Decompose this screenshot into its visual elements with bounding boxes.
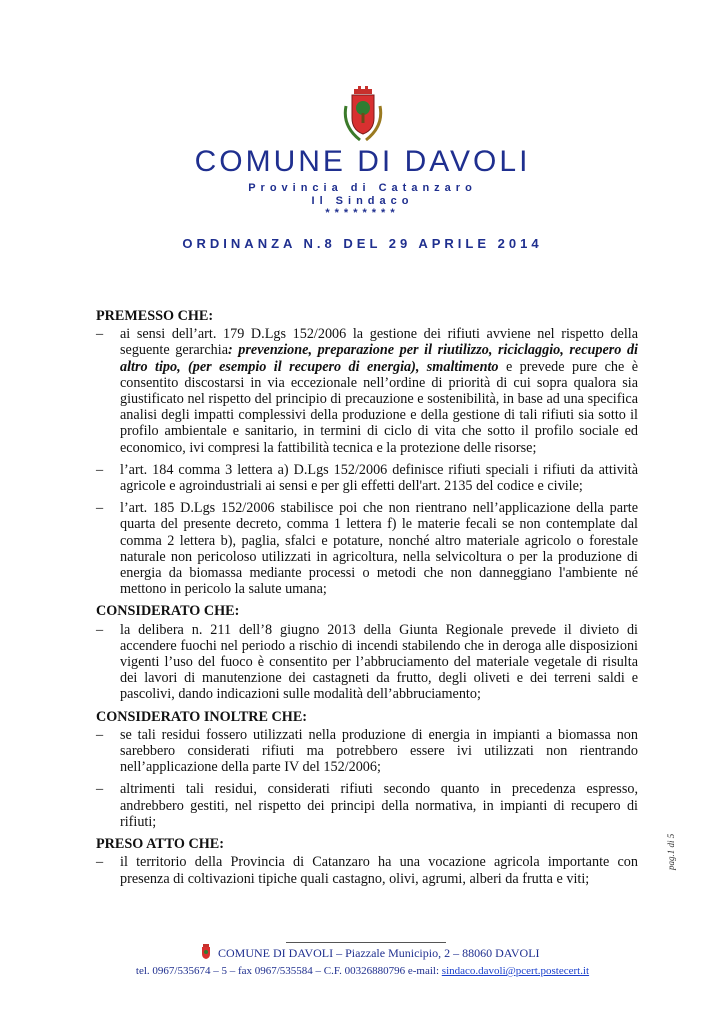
page-number: pag.1 di 5 (666, 833, 676, 870)
footer-contacts: tel. 0967/535674 – 5 – fax 0967/535584 – C.F. 00326880796 e-mail: sindaco.davoli@pcert.postecert.it (135, 965, 590, 977)
section-heading: PRESO ATTO CHE: (96, 836, 224, 853)
ordinance-title: ORDINANZA N.8 DEL 29 APRILE 2014 (182, 236, 543, 251)
office-line: Il Sindaco (311, 195, 414, 207)
email-link[interactable]: sindaco.davoli@pcert.postecert.it (441, 965, 590, 977)
list-item: – l’art. 185 D.Lgs 152/2006 stabilisce poi che non rientrano nell’applicazione della parte quarta del presente decreto, comma 1 lettera f) le materie fecali se non contemplate dal comma 2 lettera b), paglia, sfalci e potature, nonché altro materiale agricolo o forestale naturale non pericoloso utilizzati in agricoltura, nella selvicoltura o per la produzione di energia da biomassa mediante processi o metodi che non danneggiano l'ambiente né mettono in pericolo la salute umana; (96, 500, 638, 597)
stars-line: ******** (325, 207, 400, 219)
footer-address: COMUNE DI DAVOLI – Piazzale Municipio, 2 – 88060 DAVOLI (200, 944, 540, 961)
list-item: – ai sensi dell’art. 179 D.Lgs 152/2006 la gestione dei rifiuti avviene nel rispetto della seguente gerarchia: prevenzione, preparazione per il riutilizzo, riciclaggio, recupero di altro tipo, (per esempio il recupero di energia), smaltimento e prevede pure che è consentito discostarsi in via eccezionale nell’ordine di priorità di cui sopra qualora sia giustificato nel rispetto del principio di precauzione e sostenibilità, in base ad una specifica analisi degli impatti complessivi della produzione e della gestione di tali rifiuti sia sotto il profilo ambientale e sanitario, in termini di ciclo di vita che sotto il profilo sociale ed economico, ivi compresi la fattibilità tecnica e la protezione delle risorse; (96, 326, 638, 456)
list-item: – l’art. 184 comma 3 lettera a) D.Lgs 152/2006 definisce rifiuti speciali i rifiuti da attività agricole e agroindustriali ai sensi e per gli effetti dell'art. 2135 del codice e civile; (96, 462, 638, 494)
coat-of-arms-icon (340, 86, 386, 146)
document-body (96, 306, 638, 893)
list-item: – altrimenti tali residui, considerati rifiuti secondo quanto in precedenza espresso, andrebbero gestiti, nel rispetto dei principi della normativa, in impianti di recupero di rifiuti; (96, 781, 638, 830)
section-heading: CONSIDERATO CHE: (96, 603, 240, 620)
province-line: Provincia di Catanzaro (248, 182, 477, 194)
small-crest-icon (200, 944, 212, 960)
list-item: – il territorio della Provincia di Catanzaro ha una vocazione agricola importante con presenza di coltivazioni tipiche quali castagno, olivi, agrumi, alberi da frutta e viti; (96, 854, 638, 886)
section-heading: CONSIDERATO INOLTRE CHE: (96, 708, 308, 725)
page-title: COMUNE DI DAVOLI (194, 145, 531, 178)
footer-divider (286, 942, 446, 943)
list-item: – se tali residui fossero utilizzati nella produzione di energia in impianti a biomassa non sarebbero considerati rifiuti ma potrebbero essere ivi utilizzati non rientrando nell’applicazione della parte IV del 152/2006; (96, 727, 638, 776)
section-heading: PREMESSO CHE: (96, 308, 214, 324)
list-item: – la delibera n. 211 dell’8 giugno 2013 della Giunta Regionale prevede il divieto di accendere fuochi nel periodo a rischio di incendi stabilendo che in deroga alle disposizioni vigenti l’uso del fuoco è consentito per l’abbruciamento del materiale vegetale di risulta dei lavori di manutenzione dei castagneti da frutto, degli oliveti e dei terreni saldi e pascolivi, dando indicazioni sulle modalità dell’abbruciamento; (96, 622, 638, 703)
